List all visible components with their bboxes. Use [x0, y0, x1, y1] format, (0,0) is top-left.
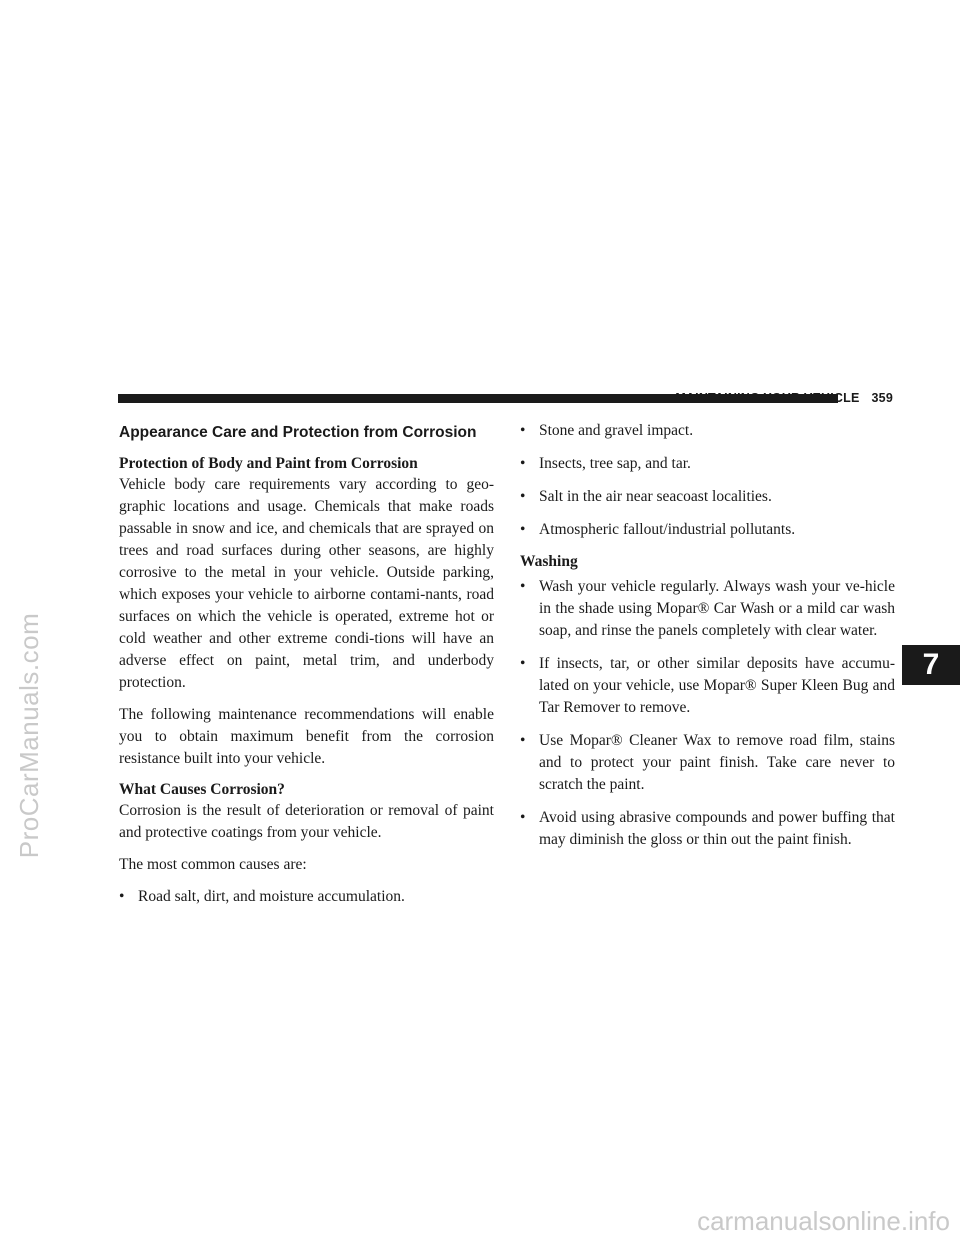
- footer-watermark-text: carmanualsonline.info: [697, 1206, 950, 1236]
- footer-watermark: [0, 1206, 960, 1237]
- causes-paragraph: Corrosion is the result of deterioration or removal of paint and protective coatings from your vehicle.: [119, 802, 494, 841]
- running-header: [0, 391, 893, 405]
- section-title: Appearance Care and Protection from Corrosion: [119, 424, 477, 441]
- list-item: [520, 730, 895, 796]
- page-number: 359: [871, 391, 893, 405]
- list-item: [520, 486, 895, 508]
- list-item-text: Salt in the air near seacoast localities.: [539, 488, 772, 505]
- right-column: [520, 420, 895, 862]
- bullet-icon: •: [520, 578, 526, 595]
- bullet-icon: •: [520, 422, 526, 439]
- washing-heading: Washing: [520, 553, 578, 570]
- list-item: [520, 653, 895, 719]
- protection-paragraph: Vehicle body care requirements vary according to geo-graphic locations and usage. Chemicals that make roads passable in snow and ice, and chemicals that are sprayed on trees and road surfaces during other seasons, are highly corrosive to the metal in your vehicle. Outside parking, which exposes your vehicle to airborne contami-nants, road surfaces on which the vehicle is operated, extreme hot or cold weather and other extreme condi-tions will have an adverse effect on paint, metal trim, and underbody protection.: [119, 476, 494, 691]
- list-item-text: Avoid using abrasive compounds and power buffing that may diminish the gloss or thin out the paint finish.: [539, 809, 895, 848]
- left-column: [119, 420, 494, 919]
- bullet-icon: •: [520, 655, 526, 672]
- list-item-text: Atmospheric fallout/industrial pollutants.: [539, 521, 796, 538]
- list-item: [520, 519, 895, 541]
- list-item-text: If insects, tar, or other similar deposits have accumu-lated on your vehicle, use Mopar® Super Kleen Bug and Tar Remover to remove.: [539, 655, 895, 716]
- protection-heading: Protection of Body and Paint from Corrosion: [119, 455, 418, 472]
- list-item-text: Use Mopar® Cleaner Wax to remove road film, stains and to protect your paint finish. Take care never to scratch the paint.: [539, 732, 895, 793]
- list-item-text: Wash your vehicle regularly. Always wash your ve-hicle in the shade using Mopar® Car Wash or a mild car wash soap, and rinse the panels completely with clear water.: [539, 578, 895, 639]
- bullet-icon: •: [520, 488, 526, 505]
- header-section-title: MAINTAINING YOUR VEHICLE: [675, 391, 860, 405]
- list-item: [119, 886, 494, 908]
- recommendations-paragraph: The following maintenance recommendations will enable you to obtain maximum benefit from the corrosion resistance built into your vehicle.: [119, 706, 494, 767]
- list-item-text: Insects, tree sap, and tar.: [539, 455, 691, 472]
- bullet-icon: •: [520, 732, 526, 749]
- bullet-icon: •: [520, 809, 526, 826]
- list-item-text: Road salt, dirt, and moisture accumulation.: [138, 888, 405, 905]
- list-item: [520, 807, 895, 851]
- causes-heading: What Causes Corrosion?: [119, 781, 285, 798]
- list-item-text: Stone and gravel impact.: [539, 422, 694, 439]
- chapter-number: 7: [922, 648, 940, 681]
- bullet-icon: •: [520, 455, 526, 472]
- bullet-icon: •: [520, 521, 526, 538]
- list-item: [520, 453, 895, 475]
- list-item: [520, 420, 895, 442]
- list-item: [520, 576, 895, 642]
- side-watermark: [10, 500, 50, 970]
- common-causes-paragraph: The most common causes are:: [119, 856, 307, 873]
- chapter-tab: [902, 645, 960, 685]
- bullet-icon: •: [119, 888, 125, 905]
- side-watermark-text: ProCarManuals.com: [14, 612, 45, 858]
